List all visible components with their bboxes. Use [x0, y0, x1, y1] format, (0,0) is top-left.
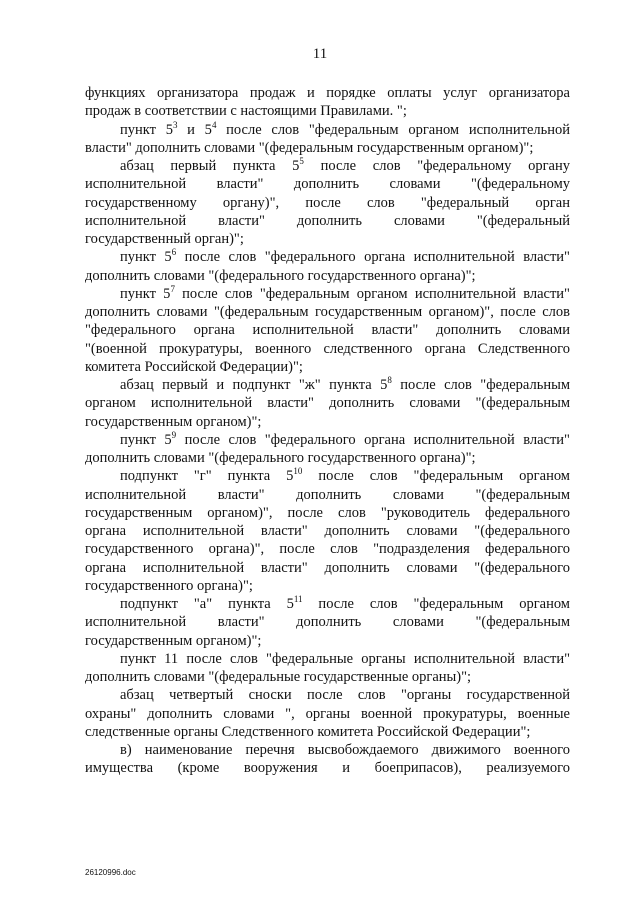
text-line [85, 686, 570, 704]
text-line [85, 230, 570, 248]
text-line [85, 522, 570, 540]
text-line [85, 431, 570, 449]
text-line [85, 705, 570, 723]
text-run: пункт 11 после слов "федеральные органы исполнительной власти" [120, 650, 570, 667]
paragraph [85, 376, 570, 431]
paragraph [85, 595, 570, 650]
text-line [85, 559, 570, 577]
text-line [85, 248, 570, 266]
text-run: пункт 5 [120, 121, 173, 138]
text-run: подпункт "г" пункта 5 [120, 468, 294, 485]
text-line [85, 102, 570, 120]
text-run: после слов "федеральным органом [302, 596, 570, 612]
text-run: государственного органа)"; [85, 577, 253, 594]
text-run: абзац четвертый сноски после слов "органы государственной [120, 687, 570, 704]
text-run: после слов "федерального органа исполнительной власти" [176, 431, 570, 448]
text-run: государственным органом)"; [85, 632, 262, 649]
paragraph [85, 467, 570, 595]
text-line [85, 504, 570, 522]
text-run: пункт 5 [120, 431, 172, 448]
text-line [85, 157, 570, 175]
superscript: 3 [172, 120, 178, 130]
text-run: пункт 5 [120, 249, 172, 266]
text-line [85, 449, 570, 467]
superscript: 9 [171, 430, 177, 440]
text-line [85, 194, 570, 212]
text-run: государственному органу)", после слов "федеральный орган [85, 194, 570, 211]
text-run: дополнить словами "(федеральные государственные органы)"; [85, 669, 472, 685]
text-run: абзац первый и подпункт "ж" пункта 5 [120, 377, 388, 393]
page-number: 11 [312, 46, 328, 62]
text-line [85, 139, 570, 157]
superscript: 5 [299, 157, 304, 166]
text-line [85, 632, 570, 650]
text-line [85, 759, 570, 777]
text-run: следственные органы Следственного комитета Российской Федерации"; [85, 723, 531, 740]
paragraph [85, 431, 570, 468]
text-line [85, 358, 570, 376]
text-run: дополнить словами "(федеральным государственным органом)", после слов [85, 304, 570, 320]
text-run: исполнительной власти" дополнить словами "(федеральному [85, 176, 570, 193]
text-run: государственным органом)"; [85, 413, 262, 430]
text-run: пункт 5 [120, 285, 171, 302]
text-line [85, 668, 570, 686]
text-line [85, 376, 570, 394]
text-run: подпункт "а" пункта 5 [120, 596, 294, 612]
text-line [85, 741, 570, 759]
text-run: после слов "федерального органа исполнительной власти" [176, 249, 570, 266]
paragraph [85, 121, 570, 158]
footer-file-code: 26120996.doc [85, 868, 136, 877]
text-run: после слов "федеральным [391, 377, 570, 393]
text-run: власти" дополнить словами "(федеральным государственным органом)"; [85, 139, 534, 156]
text-line [85, 285, 570, 303]
text-run: в) наименование перечня высвобождаемого движимого военного [120, 742, 570, 758]
text-line [85, 267, 570, 285]
superscript: 11 [293, 595, 303, 604]
text-line [85, 212, 570, 230]
text-line [85, 413, 570, 431]
text-line [85, 467, 570, 485]
text-run: органом исполнительной власти" дополнить словами "(федеральным [85, 395, 570, 412]
text-run: после слов "федеральным органом исполнительной [216, 121, 570, 138]
text-line [85, 613, 570, 631]
superscript: 6 [171, 248, 177, 258]
text-line [85, 321, 570, 339]
superscript: 10 [293, 467, 303, 477]
text-run: функциях организатора продаж и порядке оплаты услуг организатора [85, 85, 570, 101]
text-run: государственным органом)", после слов "руководитель федерального [85, 504, 570, 521]
text-line [85, 303, 570, 321]
text-line [85, 486, 570, 504]
text-run: исполнительной власти" дополнить словами "(федеральный [85, 212, 570, 229]
text-run: комитета Российской Федерации)"; [85, 358, 303, 375]
paragraph [85, 84, 570, 121]
text-run: "(военной прокуратуры, военного следственного органа Следственного [85, 340, 570, 357]
text-run: "федерального органа исполнительной власти" дополнить словами [85, 322, 570, 339]
text-run: дополнить словами "(федерального государственного органа)"; [85, 450, 476, 466]
text-run: после слов "федеральным органом [302, 468, 570, 485]
text-run: исполнительной власти" дополнить словами "(федеральным [85, 486, 570, 503]
text-run: государственный орган)"; [85, 231, 244, 247]
text-line [85, 340, 570, 358]
text-run: абзац первый пункта 5 [120, 158, 300, 174]
text-run: органа исполнительной власти" дополнить словами "(федерального [85, 523, 570, 539]
superscript: 4 [211, 120, 217, 130]
text-line [85, 723, 570, 741]
paragraph [85, 650, 570, 687]
paragraph [85, 248, 570, 285]
text-run: органа исполнительной власти" дополнить словами "(федерального [85, 559, 570, 576]
superscript: 7 [170, 284, 175, 294]
text-line [85, 595, 570, 613]
document-body [85, 84, 570, 778]
text-run: после слов "федеральным органом исполнительной власти" [174, 285, 570, 302]
text-line [85, 577, 570, 595]
text-line [85, 540, 570, 558]
paragraph [85, 285, 570, 376]
text-run: после слов "федеральному органу [303, 158, 570, 174]
text-line [85, 84, 570, 102]
text-line [85, 650, 570, 668]
text-run: охраны" дополнить словами ", органы военной прокуратуры, военные [85, 705, 570, 722]
text-line [85, 121, 570, 139]
text-run: имущества (кроме вооружения и боеприпасов), реализуемого [85, 760, 570, 777]
paragraph [85, 741, 570, 778]
text-run: исполнительной власти" дополнить словами "(федеральным [85, 614, 570, 631]
paragraph [85, 686, 570, 741]
superscript: 8 [387, 376, 392, 385]
text-run: и 5 [177, 121, 212, 138]
text-run: дополнить словами "(федерального государственного органа)"; [85, 267, 476, 284]
text-run: продаж в соответствии с настоящими Правилами. "; [85, 103, 407, 120]
text-run: государственного органа)", после слов "подразделения федерального [85, 541, 570, 558]
text-line [85, 394, 570, 412]
text-line [85, 175, 570, 193]
paragraph [85, 157, 570, 248]
